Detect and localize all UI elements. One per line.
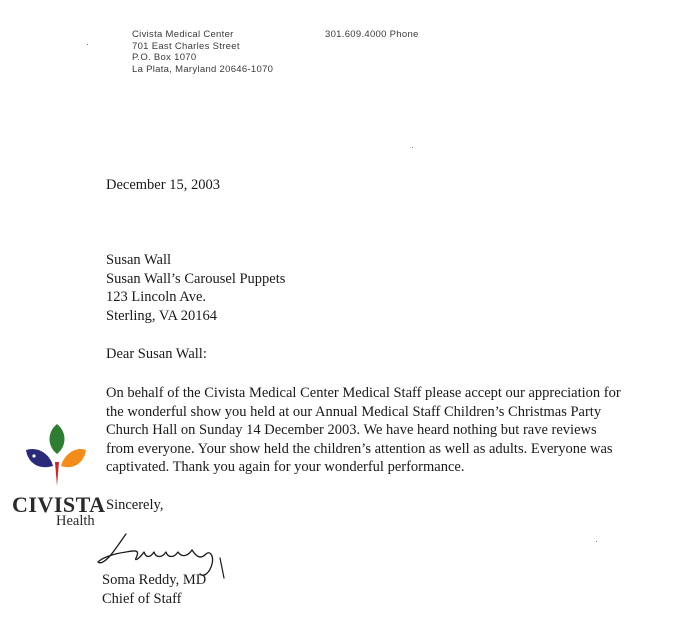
logo-stem bbox=[55, 462, 59, 486]
logo-sub-text: Health bbox=[56, 513, 95, 529]
logo-brand-text: CIVISTA bbox=[12, 492, 106, 517]
body-line: On behalf of the Civista Medical Center Medical Staff please accept our appreciation for bbox=[106, 385, 621, 401]
scan-speck bbox=[87, 44, 88, 45]
letterhead-phone: 301.609.4000 Phone bbox=[325, 29, 419, 40]
letter-body bbox=[106, 384, 621, 477]
logo-leaf-green bbox=[50, 424, 65, 454]
body-line: captivated. Thank you again for your wonderful performance. bbox=[106, 459, 465, 476]
signer-name: Soma Reddy, MD bbox=[102, 572, 207, 588]
logo-leaf-purple bbox=[26, 449, 53, 467]
recipient-name: Susan Wall bbox=[106, 252, 172, 268]
letter-date: December 15, 2003 bbox=[106, 177, 220, 193]
civista-leaf-logo-icon bbox=[20, 422, 90, 492]
letterhead-street: 701 East Charles Street bbox=[132, 40, 240, 52]
body-line: the wonderful show you held at our Annual Medical Staff Children’s Christmas Party bbox=[106, 403, 602, 420]
signer-title: Chief of Staff bbox=[102, 590, 182, 607]
letterhead-address bbox=[132, 29, 273, 75]
recipient-address bbox=[106, 251, 285, 325]
scan-speck bbox=[596, 541, 597, 542]
letterhead-org: Civista Medical Center bbox=[132, 29, 234, 40]
signer-block bbox=[102, 571, 206, 608]
body-line: Church Hall on Sunday 14 December 2003. We have heard nothing but rave reviews bbox=[106, 422, 597, 439]
recipient-city: Sterling, VA 20164 bbox=[106, 307, 218, 324]
letterhead-city: La Plata, Maryland 20646-1070 bbox=[132, 63, 274, 75]
recipient-street: 123 Lincoln Ave. bbox=[106, 289, 207, 306]
logo-leaf-orange bbox=[61, 449, 86, 467]
scan-speck bbox=[412, 147, 413, 148]
closing: Sincerely, bbox=[106, 497, 164, 513]
body-line: from everyone. Your show held the children’s attention as well as adults. Everyone was bbox=[106, 440, 613, 457]
recipient-company: Susan Wall’s Carousel Puppets bbox=[106, 270, 286, 287]
salutation: Dear Susan Wall: bbox=[106, 346, 207, 362]
letterhead-po-box: P.O. Box 1070 bbox=[132, 52, 197, 63]
